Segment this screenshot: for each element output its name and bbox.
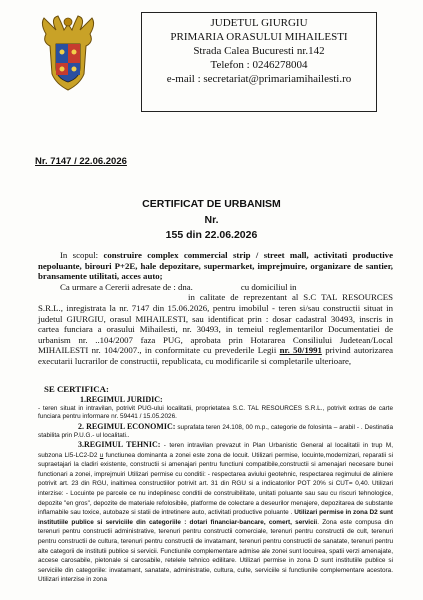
scope-prefix: In scopul: (60, 250, 99, 260)
request-applicant: Ca urmare a Cererii adresate de : dna. (60, 281, 193, 292)
tehnic-bold-text: Utilizari permise in zona D2 sunt institutiile publice si serviciile din categoriile : dotari financiar-bancare, comert, servicii (38, 509, 394, 526)
scope-text: construire complex commercial strip / street mall, activitati productive nepoluante, birouri P+2E, hale depozitare, supermarket, imprejmuire, organizare de santier, bransamente utilitati, acces auto; (38, 250, 393, 282)
certificate-nr-label: Nr. (204, 214, 219, 226)
law-reference: nr. 50/1991 (279, 345, 322, 356)
request-capacity: in calitate de reprezentant al S.C TAL (188, 292, 338, 303)
tehnic-text-3: . Zona este compusa din terenuri pentru constructii administrative, terenuri pentru constructii comerciale, terenuri pentru constructii de cult, terenuri pentru constructii de cultura, terenuri pentru constructii de invatamant, terenuri pentru constructii de sanatate, terenuri pentru alte categorii de institutii publice si servicii. Functiunile complementare admise ale zonei sunt locuirea, spatii verzi amenajate, accese carosabile, pietonale si carosabile, retelele tehnico edilitare. Utilizari permise in zona D sunt institutiile publice si serviciile din categoriile: invatamant, sanatate, administratie, cultura, culte, serviciile si functiunile complementare acestora. Utilizari interzise in zona (38, 518, 394, 584)
header-email: e-mail : secretariat@primariamihailesti.ro (166, 73, 352, 85)
request-domicile: cu domiciliul in (240, 281, 297, 292)
request-paragraph (38, 250, 393, 367)
tehnic-underlined: u (99, 451, 104, 459)
economic-text: suprafata teren 24.108, 00 m.p., categorie de folosinta – arabil - . Destinatia stabilita prin P.U.G.- ul localitati.. (38, 424, 393, 440)
request-details: RESOURCES S.R.L., inregistrata la nr. 7147 din 15.06.2026, pentru imobilul - teren si/sau constructii situat in judetul GIURGIU, orasul MIHAILESTI, sau identificat prin : dosar cadastral 30493, inscris in cartea funciara a orasului Mihailesti, nr. 30493, in temeiul reglementarilor Documentatiei de urbanism nr. ..104/2007 faza PUG, aprobata prin Hotararea Consiliului Judetean/Local MIHAILESTI nr. 104/2007., in conformitate cu prevederile Legii (38, 292, 394, 356)
tehnic-paragraph (38, 440, 393, 585)
certificate-nr-value: 155 din 22.06.2026 (165, 229, 258, 241)
header-institution: PRIMARIA ORASULUI MIHAILESTI (170, 31, 348, 43)
juridic-heading: 1.REGIMUL JURIDIC: (80, 395, 163, 404)
romanian-coat-of-arms-icon (40, 14, 96, 92)
header-address: Strada Calea Bucuresti nr.142 (193, 45, 325, 57)
header-county: JUDETUL GIURGIU (210, 17, 308, 29)
institution-header (141, 12, 377, 112)
economic-paragraph (38, 423, 393, 441)
certifica-heading: SE CERTIFICA: (44, 384, 109, 394)
tehnic-heading: 3.REGIMUL TEHNIC: (78, 440, 161, 449)
header-phone: Telefon : 0246278004 (210, 59, 308, 71)
registration-number: Nr. 7147 / 22.06.2026 (35, 156, 127, 167)
tehnic-text-2: functiunea dominanta a zonei este zona de locuit. Utilizari permise, locuinte,modernizari, reparatii si supraetajari la cladiri existente, constructii si amenajari pentru functiuni compatibile,constructii si amenajari necesare bunei functionari a zonei, imprejmuiri Utilizari permise cu conditii: - respectarea aviului geotehnic, respectarea regimului de aliniere potrivit art. 23 din RGU, inaltimea constructiilor potrivit art. 31 din RGU si a indicatorilor POT 20% si CUT= 0,40. Utilizari interzise: - Locuinte pe parcele ce nu indeplinesc conditii de construibilitate, unitati poluante sau sau cu riscuri tehnologice, depozite "en gros", depozite de materiale refolosibile, platforme de colectare a deseurilor menajere, depozitarea de substante inflamabile sau toxice, autobaze si statii de intretinere auto, activitati productive poluante . (38, 451, 394, 517)
juridic-text: - teren situat in intravilan, potrivit PUG-ului localitatii, proprietatea S.C. TAL RESOURCES S.R.L., potrivit extras de carte funciara pentru informare nr. 59441 / 15.05.2026. (38, 405, 393, 421)
tehnic-text-1: - teren intravilan prevazut in Plan Urbanistic General al localitatii in trup M, subzona LI5-LC2-D2 (38, 442, 393, 459)
request-law-text: privind autorizarea executarii lucrarilor de constructii, republicata, cu modificarile si completarile ulterioare, (38, 345, 393, 366)
economic-heading: 2. REGIMUL ECONOMIC: (78, 422, 176, 431)
certificate-title: CERTIFICAT DE URBANISM (142, 198, 281, 210)
